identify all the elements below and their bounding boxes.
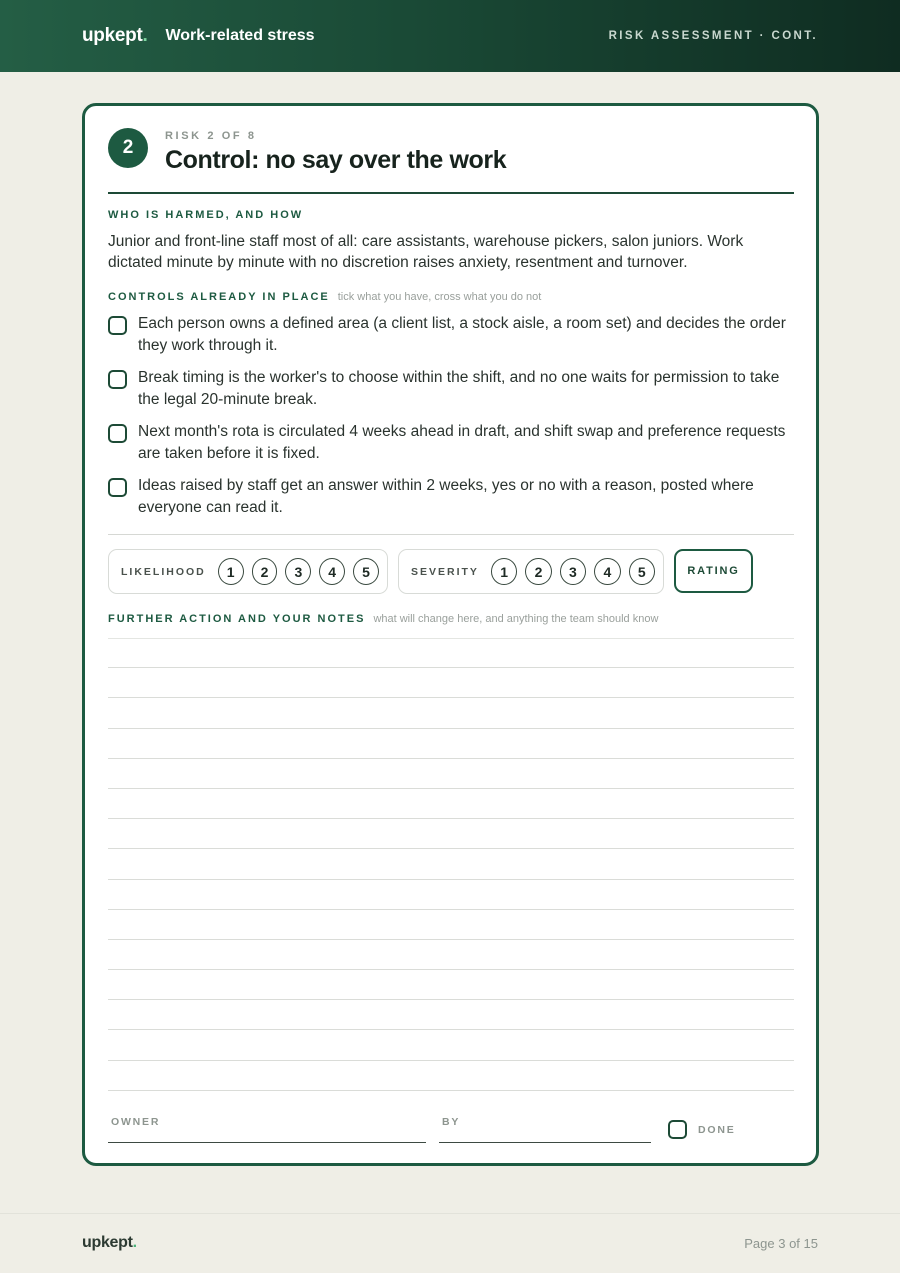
risk-card [82,103,819,1166]
severity-option-1[interactable]: 1 [491,558,517,585]
likelihood-option-4[interactable]: 4 [319,558,345,585]
notes-line [108,638,794,668]
severity-label: SEVERITY [411,565,479,578]
notes-heading-row [108,613,658,625]
control-item [108,475,794,519]
by-label: BY [442,1116,461,1128]
rating-row [108,549,794,595]
control-checkbox[interactable] [108,478,127,497]
severity-option-4[interactable]: 4 [594,558,620,585]
notes-hint: what will change here, and anything the team should know [373,613,659,625]
owner-field[interactable] [108,1108,426,1143]
notes-line [108,880,794,910]
notes-line [108,1030,794,1060]
control-item [108,367,794,411]
severity-option-2[interactable]: 2 [525,558,551,585]
document-title: Work-related stress [165,27,315,44]
likelihood-option-1[interactable]: 1 [218,558,244,585]
risk-title: Control: no say over the work [165,146,507,174]
control-text: Break timing is the worker's to choose within the shift, and no one waits for permission to take the legal 20-minute break. [138,369,780,408]
notes-line [108,759,794,789]
notes-line [108,940,794,970]
control-checkbox[interactable] [108,316,127,335]
notes-heading: FURTHER ACTION AND YOUR NOTES [108,613,366,625]
control-item [108,313,794,357]
done-toggle [668,1120,736,1139]
section-divider [108,534,794,535]
likelihood-scale [108,549,388,594]
likelihood-option-5[interactable]: 5 [353,558,379,585]
footer-brand-logo: upkept. [82,1234,137,1251]
risk-counter: RISK 2 OF 8 [165,130,257,142]
controls-hint: tick what you have, cross what you do not [337,291,542,303]
notes-line [108,910,794,940]
severity-option-5[interactable]: 5 [629,558,655,585]
notes-line [108,668,794,698]
notes-line [108,698,794,728]
notes-line [108,789,794,819]
who-harmed-text: Junior and front-line staff most of all: care assistants, warehouse pickers, salon juniors. Work dictated minute by minute with no discretion raises anxiety, resentment and turnover. [108,233,744,271]
page-number: Page 3 of 15 [744,1236,818,1251]
control-text: Each person owns a defined area (a client list, a stock aisle, a room set) and decides the order they work through it. [138,315,786,354]
done-checkbox[interactable] [668,1120,687,1139]
who-harmed-heading: WHO IS HARMED, AND HOW [108,209,304,221]
top-header-bar [0,0,900,72]
likelihood-label: LIKELIHOOD [121,565,206,578]
controls-heading-row [108,291,541,303]
brand-logo: upkept. [82,25,148,46]
controls-heading: CONTROLS ALREADY IN PLACE [108,291,330,303]
notes-line [108,1061,794,1091]
risk-header [108,126,794,194]
control-text: Ideas raised by staff get an answer within 2 weeks, yes or no with a reason, posted where everyone can read it. [138,477,754,516]
control-item [108,421,794,465]
by-date-field[interactable] [439,1108,651,1143]
section-label: RISK ASSESSMENT · CONT. [608,30,818,42]
control-text: Next month's rota is circulated 4 weeks ahead in draft, and shift swap and preference requests are taken before it is fixed. [138,423,786,462]
rating-box[interactable]: RATING [674,549,753,593]
notes-area[interactable] [108,638,794,1091]
signoff-row [108,1108,794,1148]
page-footer [0,1213,900,1273]
notes-line [108,1000,794,1030]
risk-number-badge: 2 [108,128,148,168]
notes-line [108,970,794,1000]
severity-scale [398,549,664,594]
notes-line [108,849,794,879]
likelihood-option-3[interactable]: 3 [285,558,311,585]
control-checkbox[interactable] [108,424,127,443]
notes-line [108,729,794,759]
controls-list [108,313,794,529]
owner-label: OWNER [111,1116,161,1128]
severity-option-3[interactable]: 3 [560,558,586,585]
notes-line [108,819,794,849]
likelihood-option-2[interactable]: 2 [252,558,278,585]
control-checkbox[interactable] [108,370,127,389]
done-label: DONE [698,1123,736,1136]
